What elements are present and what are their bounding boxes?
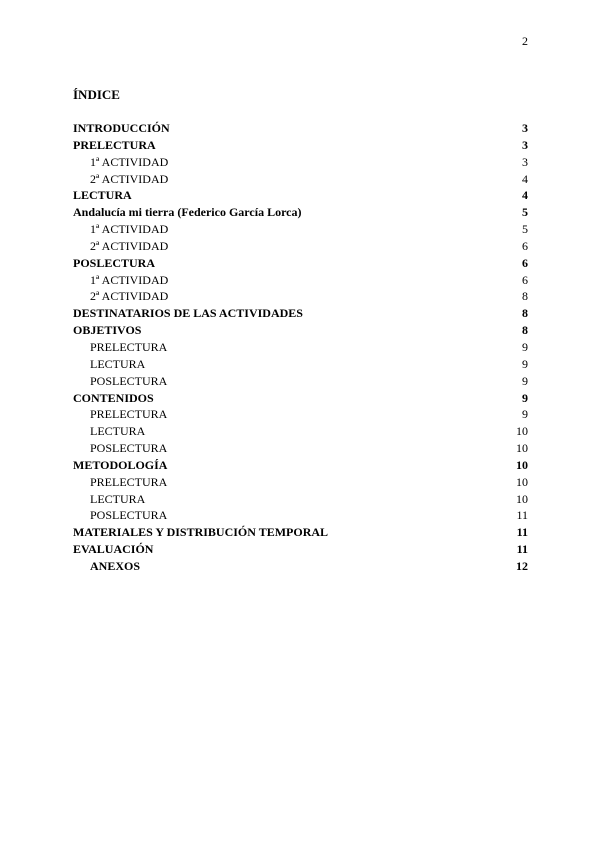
toc-entry[interactable] (73, 238, 528, 255)
toc-entry[interactable] (73, 558, 528, 575)
toc-entry[interactable] (73, 356, 528, 373)
toc-entry-label: MATERIALES Y DISTRIBUCIÓN TEMPORAL (73, 525, 329, 540)
toc-entry-page: 10 (516, 491, 528, 506)
toc-entry[interactable] (73, 507, 528, 524)
toc-entry-label: LECTURA (90, 356, 146, 371)
toc-entry-page: 8 (522, 323, 528, 338)
toc-entry-label: METODOLOGÍA (73, 457, 168, 472)
table-of-contents (73, 120, 528, 575)
toc-entry-page: 10 (516, 424, 528, 439)
toc-entry[interactable] (73, 171, 528, 188)
toc-entry-label: POSLECTURA (90, 373, 168, 388)
toc-entry[interactable] (73, 541, 528, 558)
page-number: 2 (522, 34, 528, 48)
toc-entry[interactable] (73, 204, 528, 221)
toc-entry-label: EVALUACIÓN (73, 542, 154, 557)
toc-entry-page: 11 (516, 508, 528, 523)
toc-entry-page: 11 (516, 542, 528, 557)
toc-entry-page: 4 (522, 188, 528, 203)
toc-entry-page: 6 (522, 272, 528, 287)
toc-entry-page: 10 (516, 457, 528, 472)
toc-entry-label: INTRODUCCIÓN (73, 121, 170, 135)
toc-entry-page: 5 (522, 222, 528, 237)
toc-entry-label: LECTURA (90, 424, 146, 439)
toc-entry-page: 9 (522, 373, 528, 388)
toc-entry[interactable] (73, 457, 528, 474)
toc-entry[interactable] (73, 339, 528, 356)
toc-entry[interactable] (73, 491, 528, 508)
toc-entry-label: OBJETIVOS (73, 323, 142, 338)
toc-entry-page: 10 (516, 441, 528, 456)
toc-entry-page: 8 (522, 289, 528, 304)
toc-entry-page: 9 (522, 407, 528, 422)
toc-entry-page: 6 (522, 238, 528, 253)
toc-entry[interactable] (73, 322, 528, 339)
toc-entry[interactable] (73, 221, 528, 238)
toc-entry-page: 4 (522, 171, 528, 186)
toc-entry-label: DESTINATARIOS DE LAS ACTIVIDADES (73, 306, 303, 321)
toc-entry[interactable] (73, 272, 528, 289)
toc-entry-label: PRELECTURA (73, 137, 156, 152)
toc-entry-label: ANEXOS (90, 558, 141, 573)
toc-entry-label: PRELECTURA (90, 407, 168, 422)
toc-entry-page: 3 (522, 121, 528, 135)
toc-entry-page: 9 (522, 356, 528, 371)
toc-entry-page: 6 (522, 255, 528, 270)
toc-entry-label: CONTENIDOS (73, 390, 154, 405)
index-title: ÍNDICE (73, 87, 120, 102)
toc-entry-label: POSLECTURA (90, 441, 168, 456)
toc-entry-label: LECTURA (73, 188, 132, 203)
toc-entry-page: 9 (522, 390, 528, 405)
toc-entry-label: Andalucía mi tierra (Federico García Lorca) (73, 205, 302, 220)
toc-entry-page: 10 (516, 474, 528, 489)
toc-entry[interactable] (73, 305, 528, 322)
toc-entry-page: 8 (522, 306, 528, 321)
toc-entry[interactable] (73, 406, 528, 423)
toc-entry-label: PRELECTURA (90, 474, 168, 489)
toc-entry-label: POSLECTURA (73, 255, 156, 270)
toc-entry-page: 12 (516, 558, 528, 573)
toc-entry[interactable] (73, 137, 528, 154)
toc-entry-label: 2ª ACTIVIDAD (90, 171, 169, 186)
toc-entry[interactable] (73, 187, 528, 204)
toc-entry-label: 1ª ACTIVIDAD (90, 222, 169, 237)
toc-entry[interactable] (73, 390, 528, 407)
toc-entry-label: PRELECTURA (90, 339, 168, 354)
toc-entry-page: 9 (522, 339, 528, 354)
toc-entry[interactable] (73, 120, 528, 137)
toc-entry-page: 5 (522, 205, 528, 220)
toc-entry[interactable] (73, 255, 528, 272)
toc-entry-label: LECTURA (90, 491, 146, 506)
toc-entry[interactable] (73, 524, 528, 541)
toc-entry[interactable] (73, 154, 528, 171)
toc-entry[interactable] (73, 288, 528, 305)
toc-entry-label: 2ª ACTIVIDAD (90, 289, 169, 304)
toc-entry-label: 1ª ACTIVIDAD (90, 154, 169, 169)
toc-entry[interactable] (73, 373, 528, 390)
toc-entry-label: 2ª ACTIVIDAD (90, 238, 169, 253)
toc-entry[interactable] (73, 474, 528, 491)
toc-entry-label: POSLECTURA (90, 508, 168, 523)
toc-entry-page: 11 (516, 525, 528, 540)
toc-entry-label: 1ª ACTIVIDAD (90, 272, 169, 287)
toc-entry-page: 3 (522, 154, 528, 169)
toc-entry-page: 3 (522, 137, 528, 152)
toc-entry[interactable] (73, 440, 528, 457)
toc-entry[interactable] (73, 423, 528, 440)
